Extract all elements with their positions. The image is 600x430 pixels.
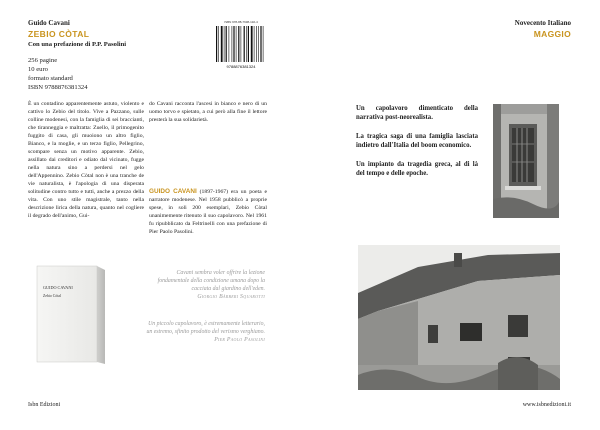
book-cover-image xyxy=(35,263,107,366)
barcode-bar xyxy=(216,26,217,62)
blurb-column-2: do Cavani racconta l'ascesi in bianco e nero di un uomo torvo e spietato, a cui però alla fine il lettore presterà la sua solidarietà. xyxy=(149,101,267,123)
barcode-bar xyxy=(254,26,255,62)
barcode-bar xyxy=(256,26,257,62)
barcode-number: 9788876381324 xyxy=(226,64,256,69)
barcode-bar xyxy=(224,26,225,62)
barcode-bar xyxy=(226,26,227,62)
publisher-website: www.isbnedizioni.it xyxy=(522,402,571,408)
barcode-bar xyxy=(260,26,261,62)
quote-attribution: Pier Paolo Pasolini xyxy=(214,337,265,343)
blurb-column-1: È un contadino apparentemente astuto, violento e cattivo lo Zebio del titolo. Vive a Pazzano, sulle colline modenesi, con la famiglia di sei braccianti, che tiranneggia e maltratta: Zuello, il primogenito fuggito di casa, gli muoiono un altro figlio, Bianco, e la moglie, e un terzo figlio, Pellegrino, scompare senza un motivo apparente. Zebio, assillato dai creditori e odiato dal vicinato, fugge nella natura sino a perdersi nel gelo dell'Appennino. Zebio Còtal non è una tranche de vie naturalista, è l'apologia di una disperata solitudine contro tutto e tutti, anche a prezzo della vita. Con uno stile magistrale, tanto nella descrizione lirica della natura, quanto nel cogliere il degrado dell'animo, Gui- xyxy=(28,101,144,219)
window-photo xyxy=(493,104,559,218)
farmhouse-photo xyxy=(358,245,560,390)
book-author: Guido Cavani xyxy=(28,19,70,27)
barcode-bar xyxy=(263,26,264,62)
barcode-bar xyxy=(251,26,253,62)
quote-text: Cavani sembra voler offrire la lezione fondamentale della condizione umana dopo la cacciata dal giardino dell'eden. xyxy=(157,270,265,292)
barcode-bar xyxy=(236,26,237,62)
release-month: MAGGIO xyxy=(533,29,571,39)
book-cover-title: Zebio Còtal xyxy=(43,294,62,298)
barcode-bar xyxy=(232,26,233,62)
barcode-bar xyxy=(244,26,245,62)
barcode-bar xyxy=(218,26,219,62)
quote-text: Un piccolo capolavoro, è estremamente letterario, un estremo, sfinito prodotto del verismo verghiano. xyxy=(146,321,265,335)
quote-attribution: Giorgio Bàrberi Squarotti xyxy=(197,294,265,300)
barcode-bar xyxy=(233,26,234,62)
barcode-bar xyxy=(246,26,247,62)
book-preface: Con una prefazione di P.P. Pasolini xyxy=(28,41,127,48)
barcode-bar xyxy=(221,26,223,62)
pitch-line: Un capolavoro dimenticato della narrativa post-neorealista. xyxy=(356,105,478,121)
book-title: ZEBIO CÒTAL xyxy=(28,29,90,39)
book-cover-author: GUIDO CAVANI xyxy=(43,285,73,290)
spec-isbn: ISBN 9788876381324 xyxy=(28,84,88,91)
bio-author-name: GUIDO CAVANI xyxy=(149,188,197,195)
pitch-line: La tragica saga di una famiglia lasciata indietro dall'Italia del boom economico. xyxy=(356,133,478,149)
barcode-bar xyxy=(258,26,259,62)
bio-text: (1897-1967) era un poeta e narratore modenese. Nel 1958 pubblicò a proprie spese, in soli 200 esemplari, Zebio Còtal unanimemente ritenuto il suo capolavoro. Nel 1961 fu ripubblicato da Feltrinelli con una prefazione di Pier Paolo Pasolini. xyxy=(149,189,267,235)
pitch-line: Un impianto da tragedia greca, al di là del tempo e delle epoche. xyxy=(356,161,478,177)
spec-pages: 256 pagine xyxy=(28,57,58,64)
series-name: Novecento Italiano xyxy=(514,19,571,27)
spec-format: formato standard xyxy=(28,75,73,82)
barcode-bar xyxy=(238,26,239,62)
book-specs xyxy=(28,56,88,92)
publisher-name: Isbn Edizioni xyxy=(28,402,61,408)
sales-pitch xyxy=(356,104,478,188)
barcode-bar xyxy=(248,26,249,62)
spec-price: 10 euro xyxy=(28,66,48,73)
quote-pasolini xyxy=(145,320,265,344)
barcode-bar xyxy=(229,26,230,62)
quote-squarotti xyxy=(145,269,265,301)
isbn-barcode xyxy=(212,18,270,70)
barcode-top-text: ISBN 978-88-7638-132-4 xyxy=(224,20,258,24)
barcode-bar xyxy=(241,26,242,62)
author-bio xyxy=(149,188,267,236)
